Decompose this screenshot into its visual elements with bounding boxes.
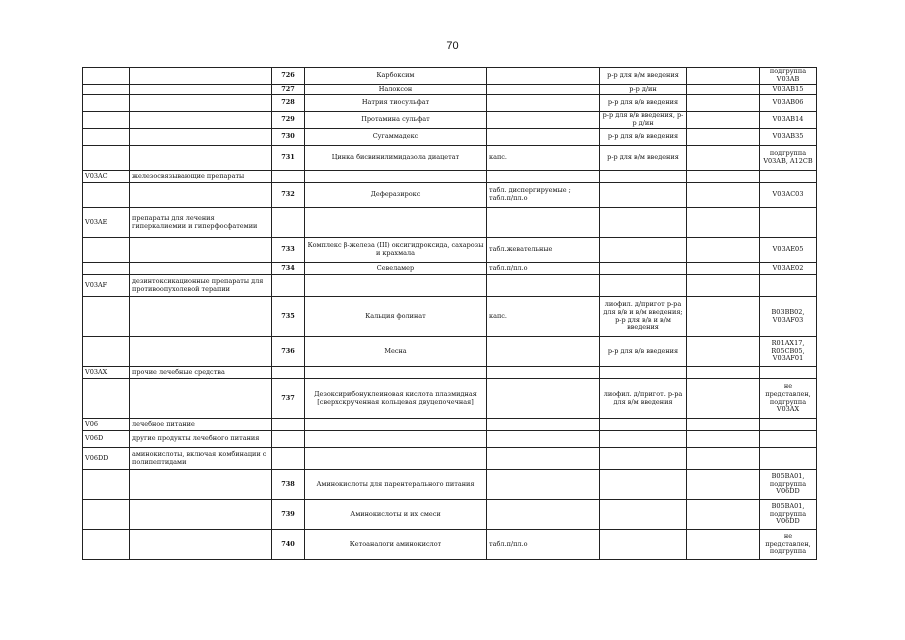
table-row [83,112,817,129]
dosage-form-2-cell [600,238,687,263]
row-number-cell: 734 [272,263,305,275]
dosage-form-cell: табл.п/пл.о [487,530,600,560]
atc-code-cell: V06 [83,419,130,431]
dosage-form-cell [487,95,600,112]
drug-name-cell [305,367,487,379]
note-cell: не представлен, подгруппа V03AX [760,379,817,419]
atc-code-cell [83,129,130,146]
table-row [83,208,817,238]
drug-table [82,67,817,560]
note-cell: B05BA01, подгруппа V06DD [760,500,817,530]
drug-name-cell [305,448,487,470]
empty-cell [687,95,760,112]
empty-cell [687,146,760,171]
dosage-form-cell: капс. [487,146,600,171]
dosage-form-cell [487,275,600,297]
table-row [83,68,817,85]
drug-name-cell: Аминокислоты для парентерального питания [305,470,487,500]
pharmacologic-group-cell [130,238,272,263]
row-number-cell: 726 [272,68,305,85]
row-number-cell: 735 [272,297,305,337]
empty-cell [687,337,760,367]
drug-name-cell: Карбоксим [305,68,487,85]
table-row [83,183,817,208]
dosage-form-2-cell [600,263,687,275]
table-row [83,263,817,275]
drug-name-cell: Налоксон [305,85,487,95]
pharmacologic-group-cell: прочие лечебные средства [130,367,272,379]
table-row [83,431,817,448]
row-number-cell [272,171,305,183]
dosage-form-cell [487,208,600,238]
drug-name-cell [305,208,487,238]
empty-cell [687,530,760,560]
dosage-form-cell: табл.п/пл.о [487,263,600,275]
dosage-form-cell [487,337,600,367]
table-row [83,238,817,263]
row-number-cell [272,419,305,431]
table-row [83,379,817,419]
empty-cell [687,297,760,337]
atc-code-cell [83,95,130,112]
atc-code-cell [83,530,130,560]
table-row [83,171,817,183]
note-cell: V03AC03 [760,183,817,208]
empty-cell [687,183,760,208]
dosage-form-cell [487,448,600,470]
row-number-cell: 740 [272,530,305,560]
table-row [83,275,817,297]
row-number-cell: 738 [272,470,305,500]
drug-name-cell [305,171,487,183]
empty-cell [687,419,760,431]
pharmacologic-group-cell [130,129,272,146]
dosage-form-2-cell: р-р для в/в введения [600,337,687,367]
dosage-form-cell [487,367,600,379]
atc-code-cell: V03AC [83,171,130,183]
note-cell: R01AX17, R05CB05, V03AF01 [760,337,817,367]
dosage-form-2-cell [600,208,687,238]
dosage-form-cell: табл. диспергируемые ; табл.п/пл.о [487,183,600,208]
note-cell: V03AB35 [760,129,817,146]
dosage-form-2-cell: лиофил. д/пригот. р-ра для в/м введения [600,379,687,419]
empty-cell [687,470,760,500]
atc-code-cell: V03AF [83,275,130,297]
dosage-form-2-cell: лиофил. д/пригот р-ра для в/в и в/м введения; р-р для в/в и в/м введения [600,297,687,337]
drug-name-cell: Комплекс β-железа (III) оксигидроксида, сахарозы и крахмала [305,238,487,263]
table-row [83,419,817,431]
row-number-cell: 739 [272,500,305,530]
note-cell [760,171,817,183]
drug-name-cell: Натрия тиосульфат [305,95,487,112]
note-cell: не представлен, подгруппа [760,530,817,560]
row-number-cell: 732 [272,183,305,208]
note-cell: V03AB15 [760,85,817,95]
drug-name-cell: Кальция фолинат [305,297,487,337]
drug-name-cell [305,431,487,448]
dosage-form-cell [487,171,600,183]
note-cell [760,431,817,448]
atc-code-cell [83,68,130,85]
atc-code-cell [83,112,130,129]
atc-code-cell [83,470,130,500]
empty-cell [687,263,760,275]
row-number-cell [272,275,305,297]
dosage-form-2-cell: р-р для в/м введения [600,68,687,85]
pharmacologic-group-cell [130,297,272,337]
dosage-form-cell [487,68,600,85]
pharmacologic-group-cell [130,470,272,500]
atc-code-cell: V03AE [83,208,130,238]
pharmacologic-group-cell [130,379,272,419]
empty-cell [687,171,760,183]
pharmacologic-group-cell [130,85,272,95]
row-number-cell: 730 [272,129,305,146]
dosage-form-cell [487,500,600,530]
pharmacologic-group-cell: другие продукты лечебного питания [130,431,272,448]
table-row [83,146,817,171]
dosage-form-2-cell [600,530,687,560]
table-body [83,68,817,560]
atc-code-cell [83,183,130,208]
atc-code-cell [83,238,130,263]
pharmacologic-group-cell: дезинтоксикационные препараты для противоопухолевой терапии [130,275,272,297]
pharmacologic-group-cell [130,500,272,530]
drug-name-cell: Месна [305,337,487,367]
dosage-form-cell: табл.жевательные [487,238,600,263]
dosage-form-2-cell [600,367,687,379]
note-cell: B05BA01, подгруппа V06DD [760,470,817,500]
note-cell: V03AE05 [760,238,817,263]
dosage-form-2-cell [600,419,687,431]
table-row [83,470,817,500]
dosage-form-2-cell [600,431,687,448]
drug-name-cell: Дезоксирибонуклеиновая кислота плазмидная [сверхскрученная кольцевая двуцепочечная] [305,379,487,419]
note-cell [760,419,817,431]
pharmacologic-group-cell [130,146,272,171]
dosage-form-2-cell: р-р для в/в введения, р-р д/ин [600,112,687,129]
atc-code-cell [83,500,130,530]
drug-name-cell: Протамина сульфат [305,112,487,129]
drug-name-cell: Сугаммадекс [305,129,487,146]
dosage-form-2-cell: р-р для в/м введения [600,146,687,171]
row-number-cell: 729 [272,112,305,129]
empty-cell [687,275,760,297]
pharmacologic-group-cell [130,183,272,208]
dosage-form-2-cell [600,183,687,208]
dosage-form-cell [487,470,600,500]
row-number-cell: 737 [272,379,305,419]
note-cell: B03BB02, V03AF03 [760,297,817,337]
drug-name-cell: Цинка бисвинилимидазола диацетат [305,146,487,171]
empty-cell [687,68,760,85]
page-number: 70 [446,40,459,52]
note-cell [760,275,817,297]
row-number-cell [272,208,305,238]
note-cell [760,367,817,379]
dosage-form-2-cell [600,171,687,183]
pharmacologic-group-cell: препараты для лечения гиперкалиемии и гиперфосфатемии [130,208,272,238]
empty-cell [687,367,760,379]
row-number-cell [272,448,305,470]
empty-cell [687,208,760,238]
table-row [83,530,817,560]
pharmacologic-group-cell [130,112,272,129]
table-row [83,297,817,337]
atc-code-cell [83,297,130,337]
atc-code-cell [83,379,130,419]
drug-name-cell: Севеламер [305,263,487,275]
pharmacologic-group-cell [130,337,272,367]
drug-name-cell [305,419,487,431]
pharmacologic-group-cell [130,263,272,275]
dosage-form-2-cell [600,275,687,297]
pharmacologic-group-cell [130,95,272,112]
atc-code-cell [83,146,130,171]
drug-name-cell [305,275,487,297]
drug-name-cell: Кетоаналоги аминокислот [305,530,487,560]
pharmacologic-group-cell: железосвязывающие препараты [130,171,272,183]
table-row [83,129,817,146]
row-number-cell: 736 [272,337,305,367]
atc-code-cell [83,263,130,275]
note-cell: подгруппа V03AB [760,68,817,85]
dosage-form-cell [487,129,600,146]
dosage-form-2-cell [600,448,687,470]
note-cell [760,448,817,470]
empty-cell [687,448,760,470]
pharmacologic-group-cell [130,530,272,560]
table-row [83,367,817,379]
dosage-form-2-cell: р-р для в/в введения [600,129,687,146]
row-number-cell [272,431,305,448]
table-row [83,500,817,530]
row-number-cell: 733 [272,238,305,263]
note-cell: V03AB06 [760,95,817,112]
atc-code-cell: V06DD [83,448,130,470]
empty-cell [687,238,760,263]
dosage-form-2-cell [600,470,687,500]
dosage-form-cell [487,419,600,431]
row-number-cell: 731 [272,146,305,171]
pharmacologic-group-cell [130,68,272,85]
empty-cell [687,379,760,419]
row-number-cell: 727 [272,85,305,95]
atc-code-cell [83,85,130,95]
empty-cell [687,129,760,146]
atc-code-cell: V06D [83,431,130,448]
dosage-form-cell: капс. [487,297,600,337]
dosage-form-cell [487,431,600,448]
empty-cell [687,112,760,129]
drug-name-cell: Аминокислоты и их смеси [305,500,487,530]
dosage-form-2-cell: р-р для в/в введения [600,95,687,112]
note-cell: V03AE02 [760,263,817,275]
dosage-form-2-cell [600,500,687,530]
atc-code-cell: V03AX [83,367,130,379]
drug-name-cell: Деферазирокс [305,183,487,208]
dosage-form-cell [487,379,600,419]
pharmacologic-group-cell: лечебное питание [130,419,272,431]
atc-code-cell [83,337,130,367]
empty-cell [687,500,760,530]
note-cell [760,208,817,238]
empty-cell [687,431,760,448]
row-number-cell: 728 [272,95,305,112]
row-number-cell [272,367,305,379]
note-cell: V03AB14 [760,112,817,129]
dosage-form-cell [487,112,600,129]
table-row [83,85,817,95]
dosage-form-2-cell: р-р д/ин [600,85,687,95]
pharmacologic-group-cell: аминокислоты, включая комбинации с полипептидами [130,448,272,470]
table-row [83,95,817,112]
table-row [83,337,817,367]
dosage-form-cell [487,85,600,95]
table-row [83,448,817,470]
empty-cell [687,85,760,95]
note-cell: подгруппа V03AB, A12CB [760,146,817,171]
